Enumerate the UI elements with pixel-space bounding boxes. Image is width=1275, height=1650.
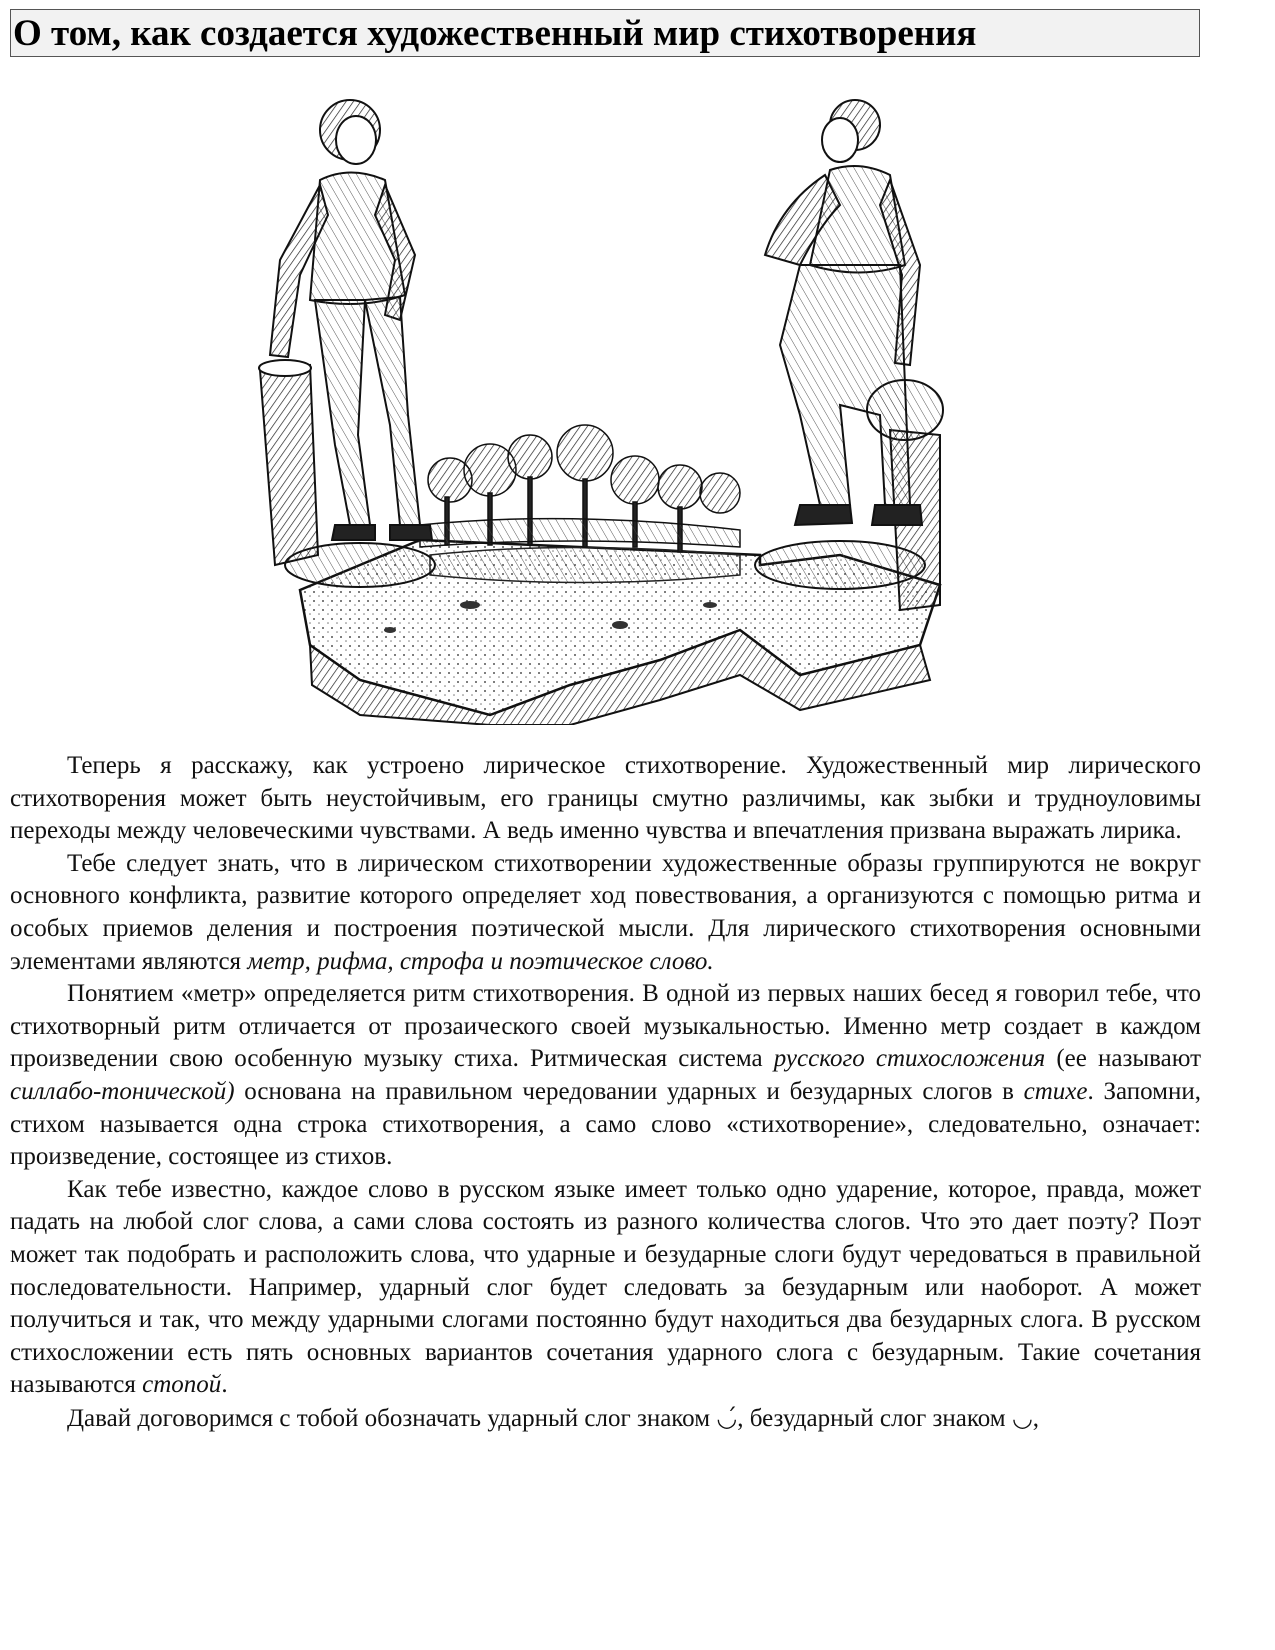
paragraph-3-text-c: (ее называют [1045, 1045, 1201, 1073]
paragraph-5-text-c: , [1032, 1404, 1040, 1432]
paragraph-4-text-c: . [221, 1371, 228, 1399]
paragraph-3-term-russian-versification: русского стихосложения [773, 1045, 1046, 1073]
paragraph-2-text: Тебе следует знать, что в лирическом стихотворении художественные образы группируются не вокруг основного конфликта, развитие которого определяет ход повествования, а организуются с помощью ритма и особых приемов деления и построения поэтической мысли. Для лирического стихотворения основными элементами являются [10, 849, 1201, 975]
background-trees [420, 425, 740, 552]
paragraph-1 [10, 750, 1201, 848]
girl-figure [765, 100, 922, 525]
article-body [10, 750, 1201, 1435]
paragraph-3-term-syllabo-tonic: силлабо-тонической) [10, 1077, 235, 1105]
unstressed-syllable-symbol: ◡ [1011, 1403, 1033, 1432]
paragraph-5 [10, 1402, 1201, 1436]
title-box [10, 9, 1200, 57]
paragraph-4-text-a: Как тебе известно, каждое слово в русском языке имеет только одно ударение, которое, правда, может падать на любой слог слова, а сами слова состоять из разного количества слогов. Что это дает поэту? Поэт может так подобрать и расположить слова, что ударные и безударные слоги будут чередоваться в правильной последовательности. Например, ударный слог будет следовать за безударным или наоборот. А может получиться и так, что между ударными слогами постоянно будут находиться два безударных слога. В русском стихосложении есть пять основных вариантов сочетания ударного слога с безударным. Такие сочетания называются [10, 1175, 1201, 1399]
paragraph-4-term-foot: стопой [142, 1371, 222, 1399]
paragraph-3-text-e: основана на правильном чередовании ударных и безударных слогов в [234, 1077, 1024, 1105]
figurine-engraving [240, 85, 980, 725]
paragraph-1-text: Теперь я расскажу, как устроено лирическое стихотворение. Художественный мир лирического стихотворения может быть неустойчивым, его границы смутно различимы, как зыбки и трудноуловимы переходы между человеческими чувствами. А ведь именно чувства и впечатления призвана выражать лирика. [10, 752, 1201, 845]
paragraph-5-text-a: Давай договоримся с тобой обозначать ударный слог знаком [67, 1404, 717, 1432]
paragraph-3-text-a: Понятием «метр» определяется ритм стихотворения. В одной из первых наших бесед я говорил тебе, что стихотворный ритм отличается от прозаического своей музыкальностью. Именно метр создает в каждом произведении свою особенную музыку стиха. Ритмическая система [10, 980, 1201, 1073]
paragraph-2 [10, 848, 1201, 978]
paragraph-5-text-b: , безударный слог знаком [737, 1404, 1012, 1432]
paragraph-3-text-g: . Запомни, стихом называется одна строка стихотворения, а само слово «стихотворение», следовательно, означает: произведение, состоящее из стихов. [10, 1077, 1201, 1171]
illustration [240, 85, 980, 725]
paragraph-4 [10, 1174, 1201, 1402]
paragraph-2-italic-terms: метр, рифма, строфа и поэтическое слово. [247, 947, 714, 975]
paragraph-3-term-verse: стихе [1023, 1077, 1088, 1105]
page-title: О том, как создается художественный мир стихотворения [13, 13, 977, 54]
stressed-syllable-symbol: ◡́ [716, 1403, 738, 1432]
pond [430, 548, 740, 583]
paragraph-3 [10, 978, 1201, 1174]
